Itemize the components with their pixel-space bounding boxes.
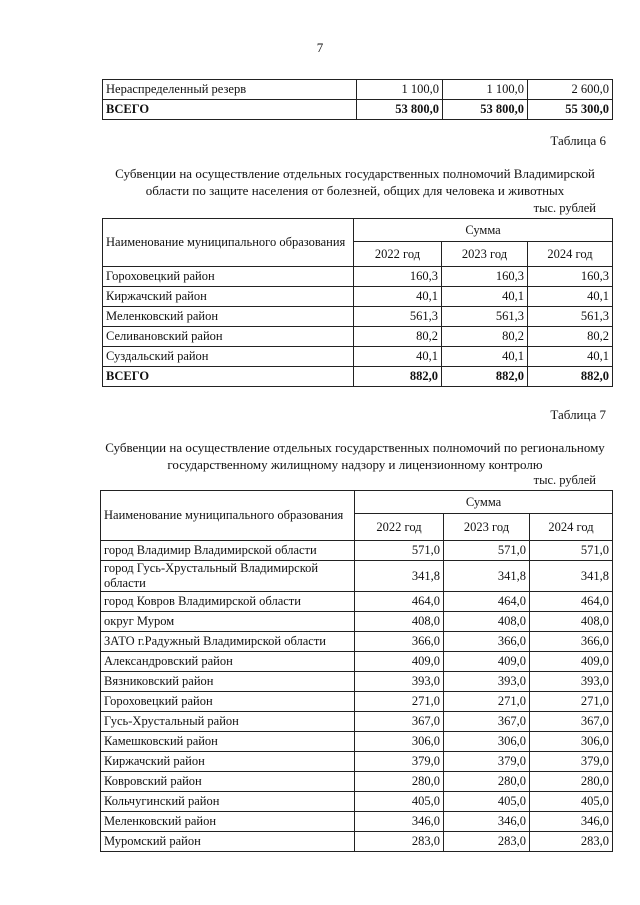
value-2024: 405,0	[530, 792, 613, 812]
row-name: Меленковский район	[101, 812, 355, 832]
header-2023: 2023 год	[442, 242, 528, 267]
header-name-col: Наименование муниципального образования	[103, 219, 354, 267]
header-2023: 2023 год	[444, 514, 530, 541]
row-name: Суздальский район	[103, 347, 354, 367]
value-2022: 283,0	[355, 832, 444, 852]
value-2022: 271,0	[355, 692, 444, 712]
row-name: Киржачский район	[103, 287, 354, 307]
value-2024: 306,0	[530, 732, 613, 752]
table6-units: тыс. рублей	[533, 201, 596, 215]
value-2022: 366,0	[355, 632, 444, 652]
value-2024: 408,0	[530, 612, 613, 632]
value-2024: 283,0	[530, 832, 613, 852]
value-2022: 160,3	[354, 267, 442, 287]
value-2023: 571,0	[444, 541, 530, 561]
value-2022: 40,1	[354, 287, 442, 307]
row-name: ЗАТО г.Радужный Владимирской области	[101, 632, 355, 652]
total-row	[103, 367, 613, 387]
table-row	[103, 307, 613, 327]
value-2023: 341,8	[444, 561, 530, 592]
row-name: Кольчугинский район	[101, 792, 355, 812]
total-2022: 882,0	[354, 367, 442, 387]
table-row	[101, 692, 613, 712]
table6-title	[95, 165, 615, 199]
table-row	[101, 772, 613, 792]
value-2023: 40,1	[442, 287, 528, 307]
table-row	[101, 752, 613, 772]
header-2022: 2022 год	[355, 514, 444, 541]
row-name: Ковровский район	[101, 772, 355, 792]
table-row	[103, 347, 613, 367]
value-2024: 409,0	[530, 652, 613, 672]
header-2024: 2024 год	[530, 514, 613, 541]
top-table	[102, 79, 613, 120]
table-row	[103, 287, 613, 307]
value-2022: 405,0	[355, 792, 444, 812]
table-row	[101, 652, 613, 672]
table7-title-line1: Субвенции на осуществление отдельных государственных полномочий по региональному	[105, 440, 605, 455]
table-row	[101, 832, 613, 852]
value-2023: 366,0	[444, 632, 530, 652]
value-2024: 393,0	[530, 672, 613, 692]
row-name: Селивановский район	[103, 327, 354, 347]
value-2023: 280,0	[444, 772, 530, 792]
table-row	[101, 732, 613, 752]
table-row	[101, 812, 613, 832]
value-2022: 367,0	[355, 712, 444, 732]
total-label: ВСЕГО	[103, 367, 354, 387]
value-2023: 393,0	[444, 672, 530, 692]
value-2023: 40,1	[442, 347, 528, 367]
value-2023: 80,2	[442, 327, 528, 347]
header-sum: Сумма	[355, 491, 613, 514]
value-2024: 80,2	[528, 327, 613, 347]
total-row	[103, 100, 613, 120]
header-name-col: Наименование муниципального образования	[101, 491, 355, 541]
table-row	[103, 80, 613, 100]
row-name: Камешковский район	[101, 732, 355, 752]
header-2022: 2022 год	[354, 242, 442, 267]
table6-label: Таблица 6	[550, 133, 606, 148]
row-name: Александровский район	[101, 652, 355, 672]
value-2024: 271,0	[530, 692, 613, 712]
value-2023: 283,0	[444, 832, 530, 852]
value-2024: 571,0	[530, 541, 613, 561]
row-name: округ Муром	[101, 612, 355, 632]
value-2022: 341,8	[355, 561, 444, 592]
value-2022: 40,1	[354, 347, 442, 367]
value-2023: 379,0	[444, 752, 530, 772]
row-name: Вязниковский район	[101, 672, 355, 692]
total-2023: 882,0	[442, 367, 528, 387]
value-2022: 280,0	[355, 772, 444, 792]
row-name: Нераспределенный резерв	[103, 80, 357, 100]
value-2023: 408,0	[444, 612, 530, 632]
value-2022: 346,0	[355, 812, 444, 832]
row-name: Меленковский район	[103, 307, 354, 327]
value-2023: 409,0	[444, 652, 530, 672]
value-2024: 346,0	[530, 812, 613, 832]
page-number: 7	[316, 40, 324, 55]
value-2022: 393,0	[355, 672, 444, 692]
header-row	[101, 491, 613, 514]
table7-label: Таблица 7	[550, 407, 606, 422]
total-2024: 882,0	[528, 367, 613, 387]
table-row	[101, 792, 613, 812]
table6-title-line1: Субвенции на осуществление отдельных государственных полномочий Владимирской	[115, 166, 595, 181]
value-2023: 346,0	[444, 812, 530, 832]
total-2022: 53 800,0	[357, 100, 443, 120]
total-2024: 55 300,0	[528, 100, 613, 120]
value-2022: 1 100,0	[357, 80, 443, 100]
value-2024: 366,0	[530, 632, 613, 652]
value-2024: 280,0	[530, 772, 613, 792]
value-2024: 379,0	[530, 752, 613, 772]
value-2022: 408,0	[355, 612, 444, 632]
table6	[102, 218, 613, 387]
table7-title-line2: государственному жилищному надзору и лицензионному контролю	[167, 457, 543, 472]
value-2022: 379,0	[355, 752, 444, 772]
value-2022: 571,0	[355, 541, 444, 561]
value-2023: 464,0	[444, 592, 530, 612]
row-name: Муромский район	[101, 832, 355, 852]
total-2023: 53 800,0	[443, 100, 528, 120]
value-2024: 464,0	[530, 592, 613, 612]
table-row	[103, 327, 613, 347]
value-2022: 80,2	[354, 327, 442, 347]
header-sum: Сумма	[354, 219, 613, 242]
value-2023: 1 100,0	[443, 80, 528, 100]
table-row	[103, 267, 613, 287]
table7-units: тыс. рублей	[533, 473, 596, 487]
row-name: город Гусь-Хрустальный Владимирской области	[101, 561, 355, 592]
row-name: Киржачский район	[101, 752, 355, 772]
table-row	[101, 612, 613, 632]
table-row	[101, 592, 613, 612]
row-name: город Владимир Владимирской области	[101, 541, 355, 561]
table-row	[101, 632, 613, 652]
value-2023: 160,3	[442, 267, 528, 287]
table7-title	[95, 439, 615, 473]
row-name: Гороховецкий район	[101, 692, 355, 712]
table-row	[101, 541, 613, 561]
value-2024: 561,3	[528, 307, 613, 327]
table-row	[101, 712, 613, 732]
value-2024: 40,1	[528, 287, 613, 307]
value-2022: 306,0	[355, 732, 444, 752]
value-2024: 341,8	[530, 561, 613, 592]
value-2023: 561,3	[442, 307, 528, 327]
value-2023: 306,0	[444, 732, 530, 752]
table7	[100, 490, 613, 852]
value-2023: 405,0	[444, 792, 530, 812]
row-name: Гороховецкий район	[103, 267, 354, 287]
table-row	[101, 561, 613, 592]
total-label: ВСЕГО	[103, 100, 357, 120]
header-row	[103, 219, 613, 242]
row-name: Гусь-Хрустальный район	[101, 712, 355, 732]
value-2022: 561,3	[354, 307, 442, 327]
header-2024: 2024 год	[528, 242, 613, 267]
value-2024: 160,3	[528, 267, 613, 287]
table6-title-line2: области по защите населения от болезней, общих для человека и животных	[145, 183, 565, 198]
value-2024: 2 600,0	[528, 80, 613, 100]
row-name: город Ковров Владимирской области	[101, 592, 355, 612]
table-row	[101, 672, 613, 692]
value-2024: 367,0	[530, 712, 613, 732]
value-2024: 40,1	[528, 347, 613, 367]
value-2023: 271,0	[444, 692, 530, 712]
value-2023: 367,0	[444, 712, 530, 732]
value-2022: 464,0	[355, 592, 444, 612]
value-2022: 409,0	[355, 652, 444, 672]
